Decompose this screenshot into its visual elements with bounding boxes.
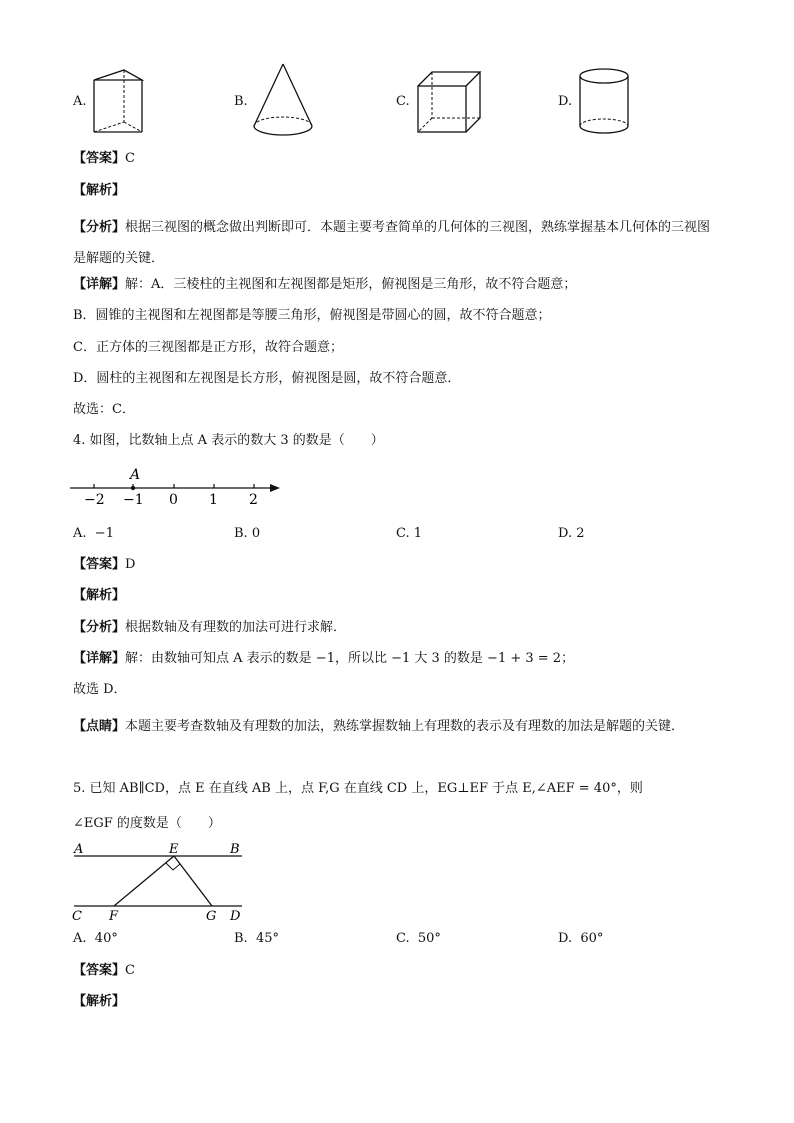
option-label: D. <box>558 94 573 109</box>
svg-text:D: D <box>230 909 241 924</box>
tick-label: −1 <box>123 492 144 508</box>
q4-option-a: A. −1 <box>73 526 114 541</box>
svg-text:E: E <box>169 842 179 857</box>
svg-text:F: F <box>109 909 119 924</box>
q3-answer <box>73 149 135 169</box>
option-label: C. <box>396 94 410 109</box>
q3-jiexi-heading <box>73 181 125 201</box>
q4-option-d: D. 2 <box>558 526 585 541</box>
q3-option-d <box>558 93 572 111</box>
q3-option-a <box>73 93 87 111</box>
q4-fenxi: 【分析】根据数轴及有理数的加法可进行求解． <box>73 620 347 635</box>
q4-xiangjie: 【详解】解：由数轴可知点 A 表示的数是 −1，所以比 −1 大 3 的数是 −1 + 3 = 2； <box>73 651 575 666</box>
q4-option-c: C. 1 <box>396 526 423 541</box>
q5-jiexi-heading: 【解析】 <box>73 994 126 1009</box>
answer-value: C <box>125 963 135 978</box>
q3-xiangjie-line-4: D．圆柱的主视图和左视图是长方形，俯视图是圆，故不符合题意． <box>73 371 461 386</box>
cube-icon <box>414 68 484 136</box>
tick-label: 0 <box>169 492 178 508</box>
xiangjie-text: 解：A．三棱柱的主视图和左视图都是矩形，俯视图是三角形，故不符合题意； <box>125 277 577 292</box>
cylinder-icon <box>576 66 632 138</box>
q5-answer: 【答案】C <box>73 963 135 978</box>
q3-xiangjie-line-2: B．圆锥的主视图和左视图都是等腰三角形，俯视图是带圆心的圆，故不符合题意； <box>73 308 551 323</box>
xiangjie-tag: 【详解】 <box>73 277 126 292</box>
answer-tag: 【答案】 <box>73 151 126 166</box>
q5-option-c: C. 50° <box>396 931 441 946</box>
number-line-figure <box>68 462 286 508</box>
q5-stem-line-2: ∠EGF 的度数是（ ） <box>73 816 221 831</box>
answer-value: C <box>125 151 135 166</box>
q3-option-c <box>396 93 410 111</box>
q4-option-b: B. 0 <box>234 526 261 541</box>
option-label: B. <box>234 94 248 109</box>
q5-option-a: A. 40° <box>73 931 118 946</box>
q3-conclusion: 故选：C． <box>73 402 135 417</box>
fenxi-tag: 【分析】 <box>73 220 126 235</box>
svg-text:G: G <box>206 909 217 924</box>
q4-stem: 4. 如图，比数轴上点 A 表示的数大 3 的数是（ ） <box>73 433 384 448</box>
svg-text:B: B <box>230 842 240 857</box>
q4-answer: 【答案】D <box>73 557 136 572</box>
q3-option-b <box>234 93 248 111</box>
q3-xiangjie-line-1 <box>73 275 576 295</box>
svg-text:A: A <box>74 842 84 857</box>
tick-label: 2 <box>249 492 258 508</box>
q5-stem-line-1: 5. 已知 AB∥CD，点 E 在直线 AB 上，点 F,G 在直线 CD 上，EG⊥EF 于点 E,∠AEF = 40°，则 <box>73 781 643 796</box>
arrow-icon <box>270 484 280 492</box>
tick-label: −2 <box>84 492 105 508</box>
svg-text:C: C <box>72 909 82 924</box>
cone-icon <box>250 62 316 140</box>
answer-value: D <box>125 557 136 572</box>
point-a-dot <box>131 486 135 490</box>
option-label: A. <box>73 94 87 109</box>
q4-dianjing: 【点睛】本题主要考查数轴及有理数的加法，熟练掌握数轴上有理数的表示及有理数的加法是解题的关键． <box>73 719 685 734</box>
q3-fenxi <box>73 212 723 274</box>
q3-xiangjie-line-3: C．正方体的三视图都是正方形，故符合题意； <box>73 340 343 355</box>
q4-jiexi-heading: 【解析】 <box>73 588 126 603</box>
fenxi-text: 根据三视图的概念做出判断即可．本题主要考查简单的几何体的三视图，熟练掌握基本几何体的三视图是解题的关键． <box>73 220 711 266</box>
right-angle-mark <box>166 863 180 870</box>
q4-conclusion: 故选 D． <box>73 682 127 697</box>
parallel-lines-figure <box>66 838 252 924</box>
tick-label: 1 <box>209 492 218 508</box>
point-a-label: A <box>130 467 141 483</box>
q5-option-d: D. 60° <box>558 931 604 946</box>
q5-option-b: B. 45° <box>234 931 279 946</box>
triangular-prism-icon <box>90 68 150 136</box>
jiexi-tag: 【解析】 <box>73 183 126 198</box>
